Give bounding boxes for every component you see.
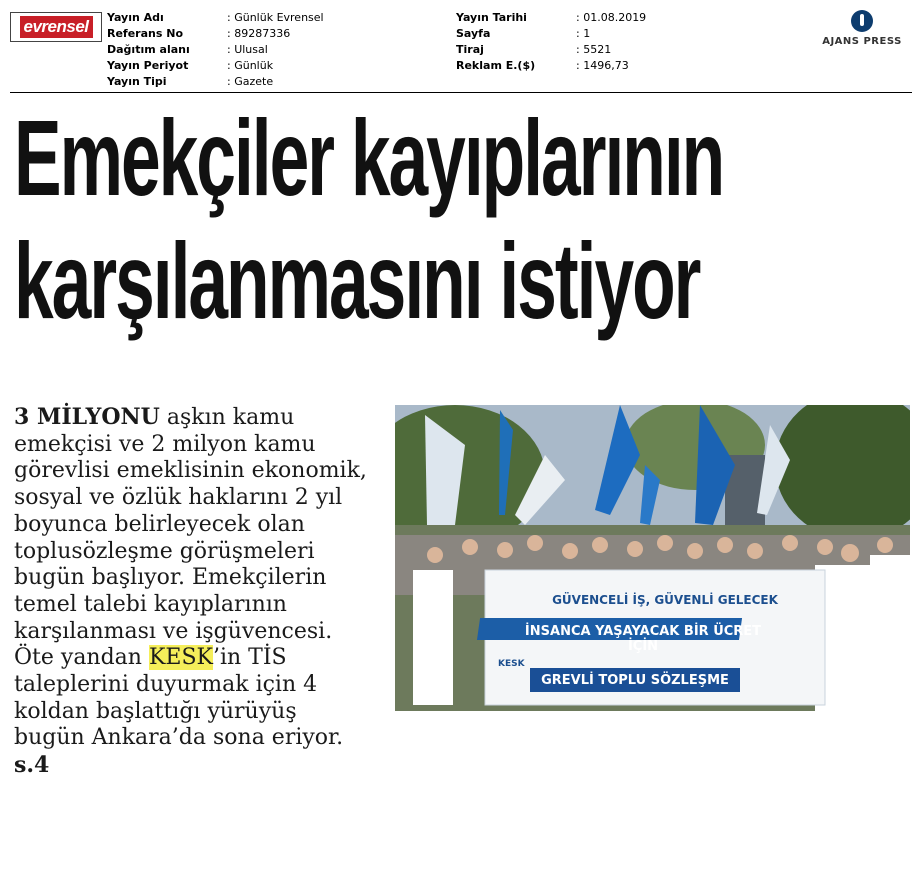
meta-row	[107, 58, 324, 74]
meta-info-left	[107, 10, 324, 90]
banner-text-1: GÜVENCELİ İŞ, GÜVENLİ GELECEK	[552, 593, 778, 607]
meta-label: Reklam E.($)	[456, 59, 536, 72]
meta-info-right	[456, 10, 646, 74]
meta-label: Yayın Periyot	[107, 59, 189, 72]
publication-logo	[10, 12, 102, 42]
banner-logo: KESK	[498, 659, 525, 669]
meta-row	[456, 58, 646, 74]
banner-text-2: İNSANCA YAŞAYACAK BİR ÜCRET İÇİN	[524, 624, 762, 654]
article-text-2: ’in TİS taleplerini duyurmak için 4 koldan başlattığı yürüyüş bugün Ankara’da sona eriyor.	[14, 645, 344, 751]
page-reference: s.4	[14, 752, 50, 779]
meta-row	[456, 42, 646, 58]
article-paragraph	[14, 404, 374, 780]
header-divider	[10, 92, 912, 93]
meta-label: Tiraj	[456, 43, 484, 56]
meta-label: Dağıtım alanı	[107, 43, 190, 56]
news-photo	[395, 405, 910, 711]
meta-value: : Günlük Evrensel	[227, 10, 324, 26]
meta-value: : 01.08.2019	[576, 10, 646, 26]
meta-value: : 1	[576, 26, 590, 42]
headline	[14, 96, 723, 342]
article-body	[14, 404, 374, 780]
meta-value: : Günlük	[227, 58, 273, 74]
meta-value: : 89287336	[227, 26, 290, 42]
article-text-1: aşkın kamu emekçisi ve 2 milyon kamu görevlisi emeklisinin ekonomik, sosyal ve özlük haklarını 2 yıl boyunca belirleyecek olan toplusözleşme görüşmeleri bugün başlıyor. Emekçilerin temel talebi kayıplarının karşılanması ve işgüvencesi. Öte yandan	[14, 405, 367, 671]
article-lead: 3 MİLYONU	[14, 404, 160, 430]
headline-line-1: Emekçiler kayıplarının	[14, 97, 724, 218]
headline-line-2: karşılanmasını istiyor	[14, 220, 700, 341]
meta-row	[107, 26, 324, 42]
meta-label: Yayın Tarihi	[456, 11, 527, 24]
meta-label: Yayın Adı	[107, 11, 164, 24]
meta-value: : 5521	[576, 42, 611, 58]
banner-text-3: GREVLİ TOPLU SÖZLEŞME	[541, 673, 729, 688]
meta-value: : 1496,73	[576, 58, 629, 74]
meta-row	[107, 42, 324, 58]
meta-label: Yayın Tipi	[107, 75, 167, 88]
agency-name: AJANS PRESS	[822, 36, 902, 47]
logo-text: evrensel	[20, 16, 93, 38]
meta-value: : Ulusal	[227, 42, 268, 58]
meta-label: Referans No	[107, 27, 183, 40]
meta-row	[456, 10, 646, 26]
agency-emblem-icon	[851, 10, 873, 32]
meta-row	[107, 74, 324, 90]
highlighted-term: KESK	[148, 645, 213, 671]
agency-logo	[812, 10, 912, 47]
meta-row	[107, 10, 324, 26]
meta-row	[456, 26, 646, 42]
protest-photo-illustration	[395, 405, 910, 711]
meta-value: : Gazete	[227, 74, 273, 90]
meta-label: Sayfa	[456, 27, 491, 40]
